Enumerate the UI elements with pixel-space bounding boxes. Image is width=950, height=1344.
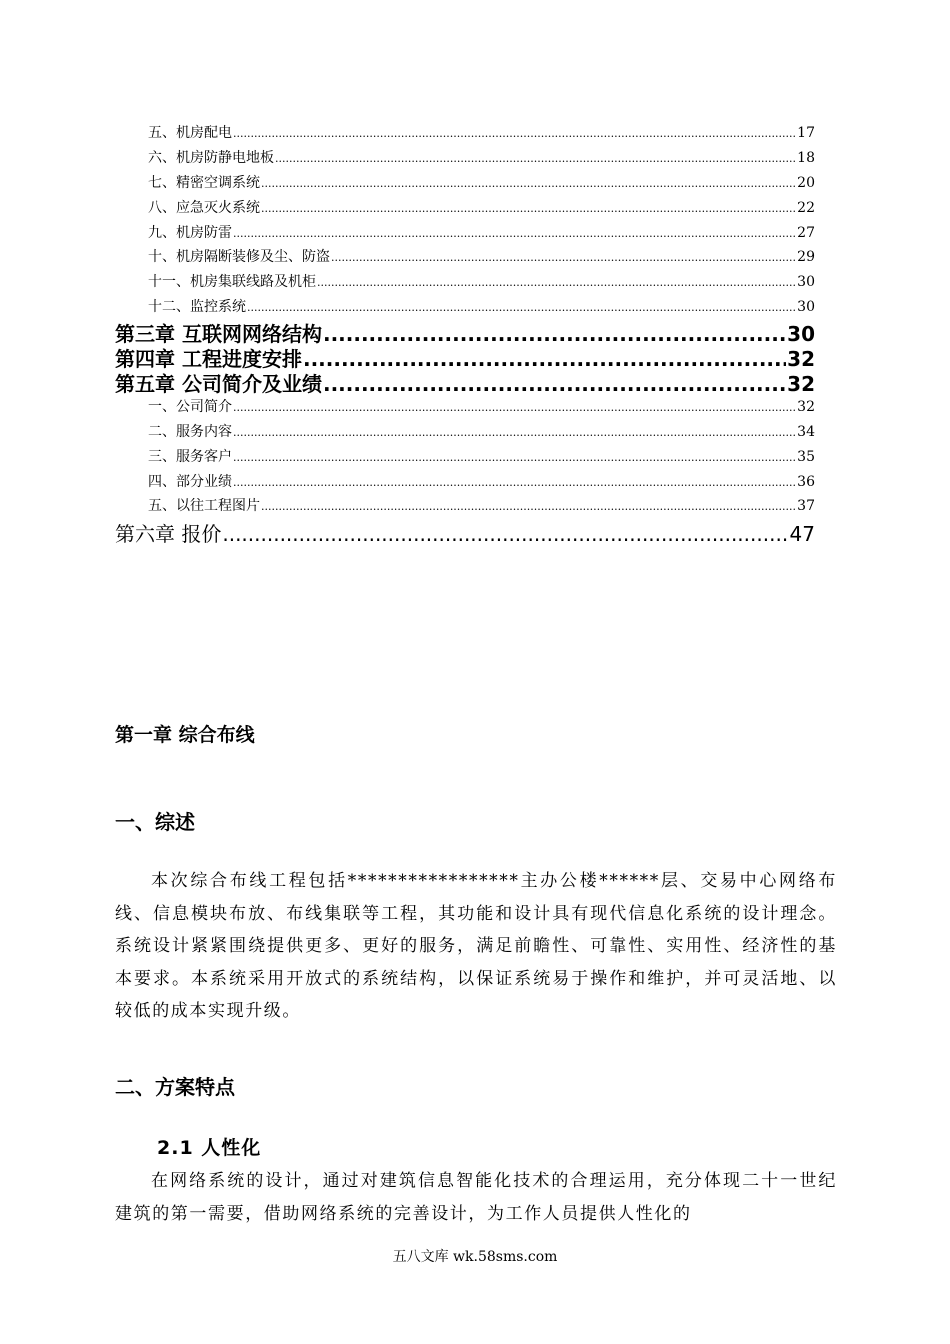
toc-page-number: 32 [787, 347, 815, 371]
section-heading: 二、方案特点 [115, 1075, 235, 1099]
toc-item[interactable] [148, 446, 815, 466]
toc-leader-dots [275, 150, 796, 166]
toc-leader-dots [233, 225, 796, 241]
toc-page-number: 36 [797, 474, 815, 490]
toc-page-number: 37 [797, 498, 815, 514]
toc-item-label: 六、机房防静电地板 [148, 150, 274, 166]
toc-page-number: 30 [787, 322, 815, 346]
toc-item-label: 七、精密空调系统 [148, 175, 260, 191]
toc-leader-dots [233, 399, 796, 415]
toc-page-number: 29 [797, 249, 815, 265]
toc-item-label: 五、以往工程图片 [148, 498, 260, 514]
toc-chapter-label: 第五章 公司简介及业绩 [115, 372, 322, 396]
toc-leader-dots [222, 522, 788, 546]
toc-item[interactable] [148, 296, 815, 316]
body-paragraph: 本次综合布线工程包括*****************主办公楼******层、交易中心网络布线、信息模块布放、布线集联等工程，其功能和设计具有现代信息化系统的设计理念。系统设计紧紧围绕提供更多、更好的服务，满足前瞻性、可靠性、实用性、经济性的基本要求。本系统采用开放式的系统结构，以保证系统易于操作和维护，并可灵活地、以较低的成本实现升级。 [115, 871, 837, 1021]
toc-leader-dots [233, 125, 796, 141]
toc-item-label: 五、机房配电 [148, 125, 232, 141]
body-paragraph: 在网络系统的设计，通过对建筑信息智能化技术的合理运用，充分体现二十一世纪建筑的第一需要，借助网络系统的完善设计，为工作人员提供人性化的 [115, 1171, 837, 1224]
toc-item-label: 十、机房隔断装修及尘、防盗 [148, 249, 330, 265]
toc-page-number: 30 [797, 274, 815, 290]
toc-item[interactable] [148, 471, 815, 491]
toc-item[interactable] [148, 495, 815, 515]
toc-page-number: 47 [789, 522, 815, 546]
toc-item-label: 三、服务客户 [148, 449, 232, 465]
subsection-heading: 2.1 人性化 [157, 1137, 262, 1159]
toc-leader-dots [261, 200, 796, 216]
toc-item-label: 九、机房防雷 [148, 225, 232, 241]
toc-leader-dots [261, 175, 796, 191]
toc-leader-dots [247, 299, 796, 315]
toc-page-number: 35 [797, 449, 815, 465]
toc-item[interactable] [148, 147, 815, 167]
section-heading: 一、综述 [115, 810, 195, 834]
toc-leader-dots [233, 449, 796, 465]
toc-leader-dots [317, 274, 796, 290]
toc-chapter-label: 第六章 报价 [115, 522, 222, 546]
toc-item-label: 二、服务内容 [148, 424, 232, 440]
toc-page-number: 34 [797, 424, 815, 440]
chapter-title: 第一章 综合布线 [115, 724, 255, 746]
page-footer: 五八文库 wk.58sms.com [392, 1249, 558, 1265]
toc-leader-dots [233, 474, 796, 490]
toc-item[interactable] [148, 271, 815, 291]
toc-leader-dots [233, 424, 796, 440]
toc-item-label: 一、公司简介 [148, 399, 232, 415]
toc-item[interactable] [148, 421, 815, 441]
toc-leader-dots [323, 372, 786, 396]
toc-item-label: 十一、机房集联线路及机柜 [148, 274, 316, 290]
toc-chapter[interactable] [115, 518, 815, 547]
toc-item[interactable] [148, 246, 815, 266]
toc-page-number: 20 [797, 175, 815, 191]
toc-item[interactable] [148, 122, 815, 142]
toc-chapter[interactable] [115, 368, 815, 397]
toc-item[interactable] [148, 396, 815, 416]
toc-item[interactable] [148, 197, 815, 217]
toc-chapter-label: 第四章 工程进度安排 [115, 347, 302, 371]
toc-page-number: 30 [797, 299, 815, 315]
toc-item[interactable] [148, 172, 815, 192]
toc-leader-dots [331, 249, 796, 265]
toc-item-label: 四、部分业绩 [148, 474, 232, 490]
toc-item-label: 八、应急灭火系统 [148, 200, 260, 216]
toc-page-number: 22 [797, 200, 815, 216]
toc-chapter-label: 第三章 互联网网络结构 [115, 322, 322, 346]
toc-leader-dots [261, 498, 796, 514]
toc-page-number: 17 [797, 125, 815, 141]
toc-item[interactable] [148, 222, 815, 242]
toc-page-number: 18 [797, 150, 815, 166]
toc-item-label: 十二、监控系统 [148, 299, 246, 315]
toc-page-number: 27 [797, 225, 815, 241]
toc-page-number: 32 [787, 372, 815, 396]
toc-page-number: 32 [797, 399, 815, 415]
